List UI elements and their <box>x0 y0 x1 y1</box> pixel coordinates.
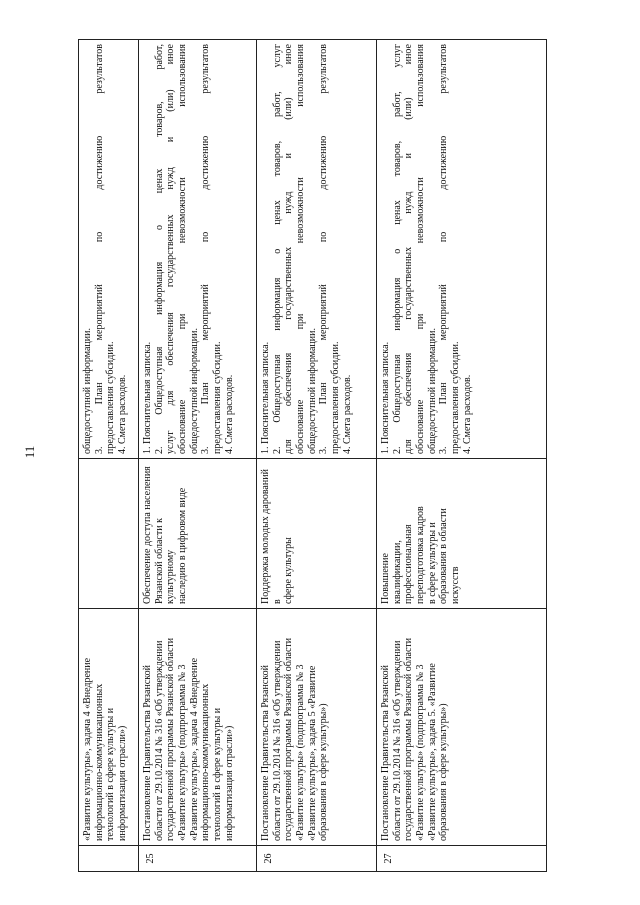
legal-act-cell <box>377 609 547 846</box>
cell-text-line: услуг для обеспечения государственных нужд и (или) иное <box>165 44 177 454</box>
cell-text-line: «Развитие культуры», задача 4 «Внедрение <box>82 657 93 841</box>
subsidy-purpose-cell <box>257 459 377 609</box>
row-number-cell: 25 <box>139 846 257 872</box>
cell-text-line: обоснование при невозможности использования <box>415 44 427 454</box>
cell-text-line: предоставления субсидии. <box>330 341 342 454</box>
cell-text-line: 2. Общедоступная информация о ценах товаров, работ, услуг <box>391 44 403 454</box>
cell-text-line: области от 29.10.2014 № 316 «Об утверждении <box>271 640 283 841</box>
row-number-cell: 26 <box>257 846 377 872</box>
cell-text-line: обоснование при невозможности использования <box>177 44 189 454</box>
cell-text-line: предоставления субсидии. <box>105 341 117 454</box>
cell-text-line: области от 29.10.2014 № 316 «Об утверждении <box>153 640 165 841</box>
cell-text-line: 3. План мероприятий по достижению результатов <box>200 44 212 454</box>
cell-text-line: технологий в сфере культуры и <box>212 707 224 841</box>
cell-text-line: информационно-коммуникационных <box>200 683 212 841</box>
cell-text-line: 2. Общедоступная информация о ценах товаров, работ, услуг <box>271 44 283 454</box>
subsidy-table <box>78 39 547 872</box>
row-number-cell <box>79 846 139 872</box>
cell-text-line: «Развитие культуры» (подпрограмма № 3 <box>295 664 307 841</box>
cell-text-line: 1. Пояснительная записка. <box>260 341 271 454</box>
cell-text-line: Рязанской области к культурному <box>153 518 177 604</box>
legal-act-cell <box>79 609 139 846</box>
cell-text-line: 2. Общедоступная информация о ценах товаров, работ, <box>153 44 165 454</box>
cell-text-line: Повышение <box>380 553 391 604</box>
cell-text-line: 4. Смета расходов. <box>461 374 473 454</box>
cell-text-line: образования в области <box>438 508 450 604</box>
cell-text-line: общедоступной информации. <box>188 328 200 454</box>
cell-text-line: «Развитие культуры», задача 5. «Развитие <box>426 663 438 841</box>
cell-text-line: государственной программы Рязанской области <box>165 637 177 841</box>
cell-text-line: 4. Смета расходов. <box>223 374 235 454</box>
cell-text-line: искусств <box>450 566 462 604</box>
cell-text-line: квалификации, <box>391 540 403 604</box>
cell-text-line: 4. Смета расходов. <box>117 374 129 454</box>
document-table-area <box>78 40 548 872</box>
cell-text-line: «Развитие культуры», задача 4 «Внедрение <box>188 657 200 841</box>
legal-act-cell <box>257 609 377 846</box>
subsidy-purpose-cell <box>377 459 547 609</box>
table-row <box>257 40 377 872</box>
cell-text-line: Обеспечение доступа населения <box>142 466 153 604</box>
table-row <box>139 40 257 872</box>
cell-text-line: Поддержка молодых дарований в <box>260 469 283 604</box>
cell-text-line: для обеспечения государственных нужд и (или) иное <box>283 44 295 454</box>
cell-text-line: 3. План мероприятий по достижению результатов <box>318 44 330 454</box>
cell-text-line: информатизация отрасли») <box>223 725 235 841</box>
table-row <box>377 40 547 872</box>
cell-text-line: предоставления субсидии. <box>450 341 462 454</box>
cell-text-line: переподготовка кадров <box>415 506 427 604</box>
subsidy-purpose-cell <box>139 459 257 609</box>
cell-text-line: для обеспечения государственных нужд и (или) иное <box>403 44 415 454</box>
required-documents-cell <box>257 40 377 459</box>
cell-text-line: «Развитие культуры» (подпрограмма № 3 <box>177 664 189 841</box>
cell-text-line: предоставления субсидии. <box>212 341 224 454</box>
cell-text-line: профессиональная <box>403 524 415 604</box>
cell-text-line: сфере культуры <box>283 537 295 604</box>
required-documents-cell <box>139 40 257 459</box>
page-number: 11 <box>22 445 37 459</box>
cell-text-line: «Развитие культуры», задача 5 «Развитие <box>306 665 318 841</box>
cell-text-line: образования в сфере культуры») <box>318 703 330 841</box>
cell-text-line: в сфере культуры и <box>426 522 438 604</box>
cell-text-line: наследию в цифровом виде <box>177 487 189 604</box>
cell-text-line: обоснование при невозможности использования <box>295 44 307 454</box>
required-documents-cell <box>79 40 139 459</box>
cell-text-line: 1. Пояснительная записка. <box>142 341 153 454</box>
rotated-table-container <box>78 40 548 872</box>
cell-text-line: технологий в сфере культуры и <box>105 707 117 841</box>
cell-text-line: области от 29.10.2014 № 316 «Об утверждении <box>391 640 403 841</box>
cell-text-line: информатизация отрасли») <box>117 725 129 841</box>
cell-text-line: 3. План мероприятий по достижению результатов <box>438 44 450 454</box>
cell-text-line: общедоступной информации. <box>306 328 318 454</box>
cell-text-line: образования в сфере культуры») <box>438 703 450 841</box>
cell-text-line: Постановление Правительства Рязанской <box>380 665 391 841</box>
cell-text-line: Постановление Правительства Рязанской <box>260 665 271 841</box>
table-row <box>79 40 139 872</box>
required-documents-cell <box>377 40 547 459</box>
legal-act-cell <box>139 609 257 846</box>
cell-text-line: «Развитие культуры» (подпрограмма № 3 <box>415 664 427 841</box>
cell-text-line: общедоступной информации. <box>82 328 93 454</box>
table-body <box>79 40 547 872</box>
cell-text-line: Постановление Правительства Рязанской <box>142 665 153 841</box>
cell-text-line: информационно-коммуникационных <box>93 683 105 841</box>
subsidy-purpose-cell <box>79 459 139 609</box>
cell-text-line: 1. Пояснительная записка. <box>380 341 391 454</box>
cell-text-line: 3. План мероприятий по достижению результатов <box>93 44 105 454</box>
cell-text-line: государственной программы Рязанской области <box>403 637 415 841</box>
cell-text-line: государственной программы Рязанской области <box>283 637 295 841</box>
cell-text-line: 4. Смета расходов. <box>341 374 353 454</box>
row-number-cell: 27 <box>377 846 547 872</box>
cell-text-line: общедоступной информации. <box>426 328 438 454</box>
